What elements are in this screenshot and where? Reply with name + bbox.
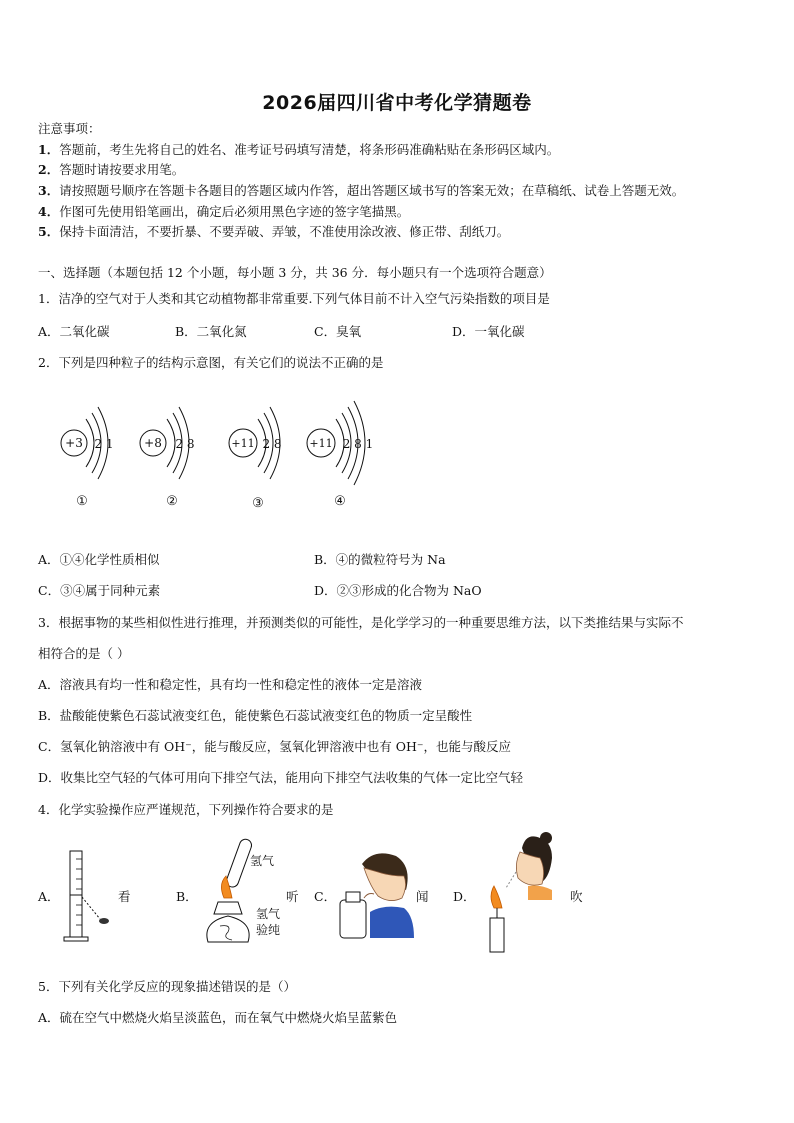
graduated-cylinder-illustration: [62, 845, 122, 945]
q1-option-a: A．二氧化碳: [38, 324, 110, 339]
q3-option-d: D．收集比空气轻的气体可用向下排空气法，能用向下排空气法收集的气体一定比空气轻: [38, 770, 524, 785]
girl-blowing-candle-illustration: [480, 828, 560, 958]
q4-option-b-letter: B．: [176, 889, 198, 904]
q2-option-d: D．②③形成的化合物为 NaO: [314, 583, 482, 598]
notice-text: 作图可先使用铅笔画出，确定后必须用黑色字迹的签字笔描黑。: [59, 204, 410, 219]
q1-option-b: B．二氧化氮: [175, 324, 247, 339]
boy-smelling-illustration: [334, 846, 414, 942]
q2-option-b: B．④的微粒符号为 Na: [314, 552, 446, 567]
question-3-stem: 3．根据事物的某些相似性进行推理，并预测类似的可能性，是化学学习的一种重要思维方法，以下类推结果与实际不: [38, 615, 684, 630]
q4-option-c-letter: C．: [314, 889, 337, 904]
q2-option-a: A．①④化学性质相似: [38, 552, 160, 567]
q2-option-c: C．③④属于同种元素: [38, 583, 161, 598]
q4-option-a-letter: A．: [38, 889, 60, 904]
q4-caption-d: 吹: [570, 889, 583, 904]
section-heading: 一、选择题（本题包括 12 个小题，每小题 3 分，共 36 分．每小题只有一个选项符合题意）: [38, 265, 552, 280]
atom-label: ②: [166, 494, 178, 509]
notice-heading: 注意事项：: [38, 121, 101, 136]
nucleus-charge: +11: [231, 437, 255, 450]
q4-option-d-letter: D．: [453, 889, 476, 904]
purity-test-label: 验纯: [256, 923, 281, 937]
electron-shells: 2 8 1: [342, 437, 374, 451]
question-2-stem: 2．下列是四种粒子的结构示意图，有关它们的说法不正确的是: [38, 355, 384, 370]
q5-option-a: A．硫在空气中燃烧火焰呈淡蓝色，而在氧气中燃烧火焰呈蓝紫色: [38, 1010, 398, 1025]
hydrogen-label-2: 氢气: [256, 907, 281, 921]
q4-caption-a: 看: [118, 889, 131, 904]
question-5-stem: 5．下列有关化学反应的现象描述错误的是（）: [38, 979, 296, 994]
q1-option-d: D．一氧化碳: [452, 324, 525, 339]
electron-shells: 2 8: [262, 437, 282, 451]
atom-diagram-2: [140, 405, 210, 515]
q1-option-c: C．臭氧: [314, 324, 362, 339]
notice-text: 请按照题号顺序在答题卡各题目的答题区域内作答，超出答题区域书写的答案无效；在草稿纸、试卷上答题无效。: [59, 183, 685, 198]
q4-caption-c: 闻: [416, 889, 429, 904]
notice-number: 2．: [38, 162, 60, 177]
notice-number: 1．: [38, 142, 60, 157]
nucleus-charge: +11: [309, 437, 333, 450]
question-3-stem-cont: 相符合的是（ ）: [38, 646, 130, 661]
electron-shells: 2 1: [94, 437, 114, 451]
notice-item: [38, 224, 509, 240]
question-1-stem: 1．洁净的空气对于人类和其它动植物都非常重要.下列气体目前不计入空气污染指数的项目是: [38, 291, 550, 306]
atom-label: ③: [252, 496, 264, 511]
q3-option-c: C．氢氧化钠溶液中有 OH⁻，能与酸反应，氢氧化钾溶液中也有 OH⁻，也能与酸反应: [38, 739, 512, 754]
atom-diagram-3: [228, 405, 298, 515]
nucleus-charge: +3: [65, 436, 83, 450]
question-4-stem: 4．化学实验操作应严谨规范，下列操作符合要求的是: [38, 802, 334, 817]
q4-caption-b: 听: [286, 889, 299, 904]
notice-item: [38, 162, 184, 178]
notice-text: 保持卡面清洁，不要折暴、不要弄破、弄皱，不准使用涂改液、修正带、刮纸刀。: [59, 224, 510, 239]
atom-label: ④: [334, 494, 346, 509]
notice-item: [38, 142, 559, 158]
notice-number: 4．: [38, 204, 60, 219]
notice-number: 3．: [38, 183, 60, 198]
atom-label: ①: [76, 494, 88, 509]
q3-option-a: A．溶液具有均一性和稳定性，具有均一性和稳定性的液体一定是溶液: [38, 677, 423, 692]
atom-diagram-1: [58, 405, 128, 515]
page-title: 2026届四川省中考化学猜题卷: [262, 92, 532, 114]
notice-number: 5．: [38, 224, 60, 239]
notice-item: [38, 183, 684, 199]
q3-option-b: B．盐酸能使紫色石蕊试液变红色，能使紫色石蕊试液变红色的物质一定呈酸性: [38, 708, 473, 723]
notice-text: 答题时请按要求用笔。: [59, 162, 185, 177]
hydrogen-label: 氢气: [250, 854, 275, 868]
notice-text: 答题前，考生先将自己的姓名、准考证号码填写清楚，将条形码准确粘贴在条形码区域内。: [59, 142, 560, 157]
nucleus-charge: +8: [144, 436, 162, 450]
atom-diagram-4: [306, 405, 396, 515]
notice-item: [38, 204, 409, 220]
electron-shells: 2 8: [175, 437, 195, 451]
